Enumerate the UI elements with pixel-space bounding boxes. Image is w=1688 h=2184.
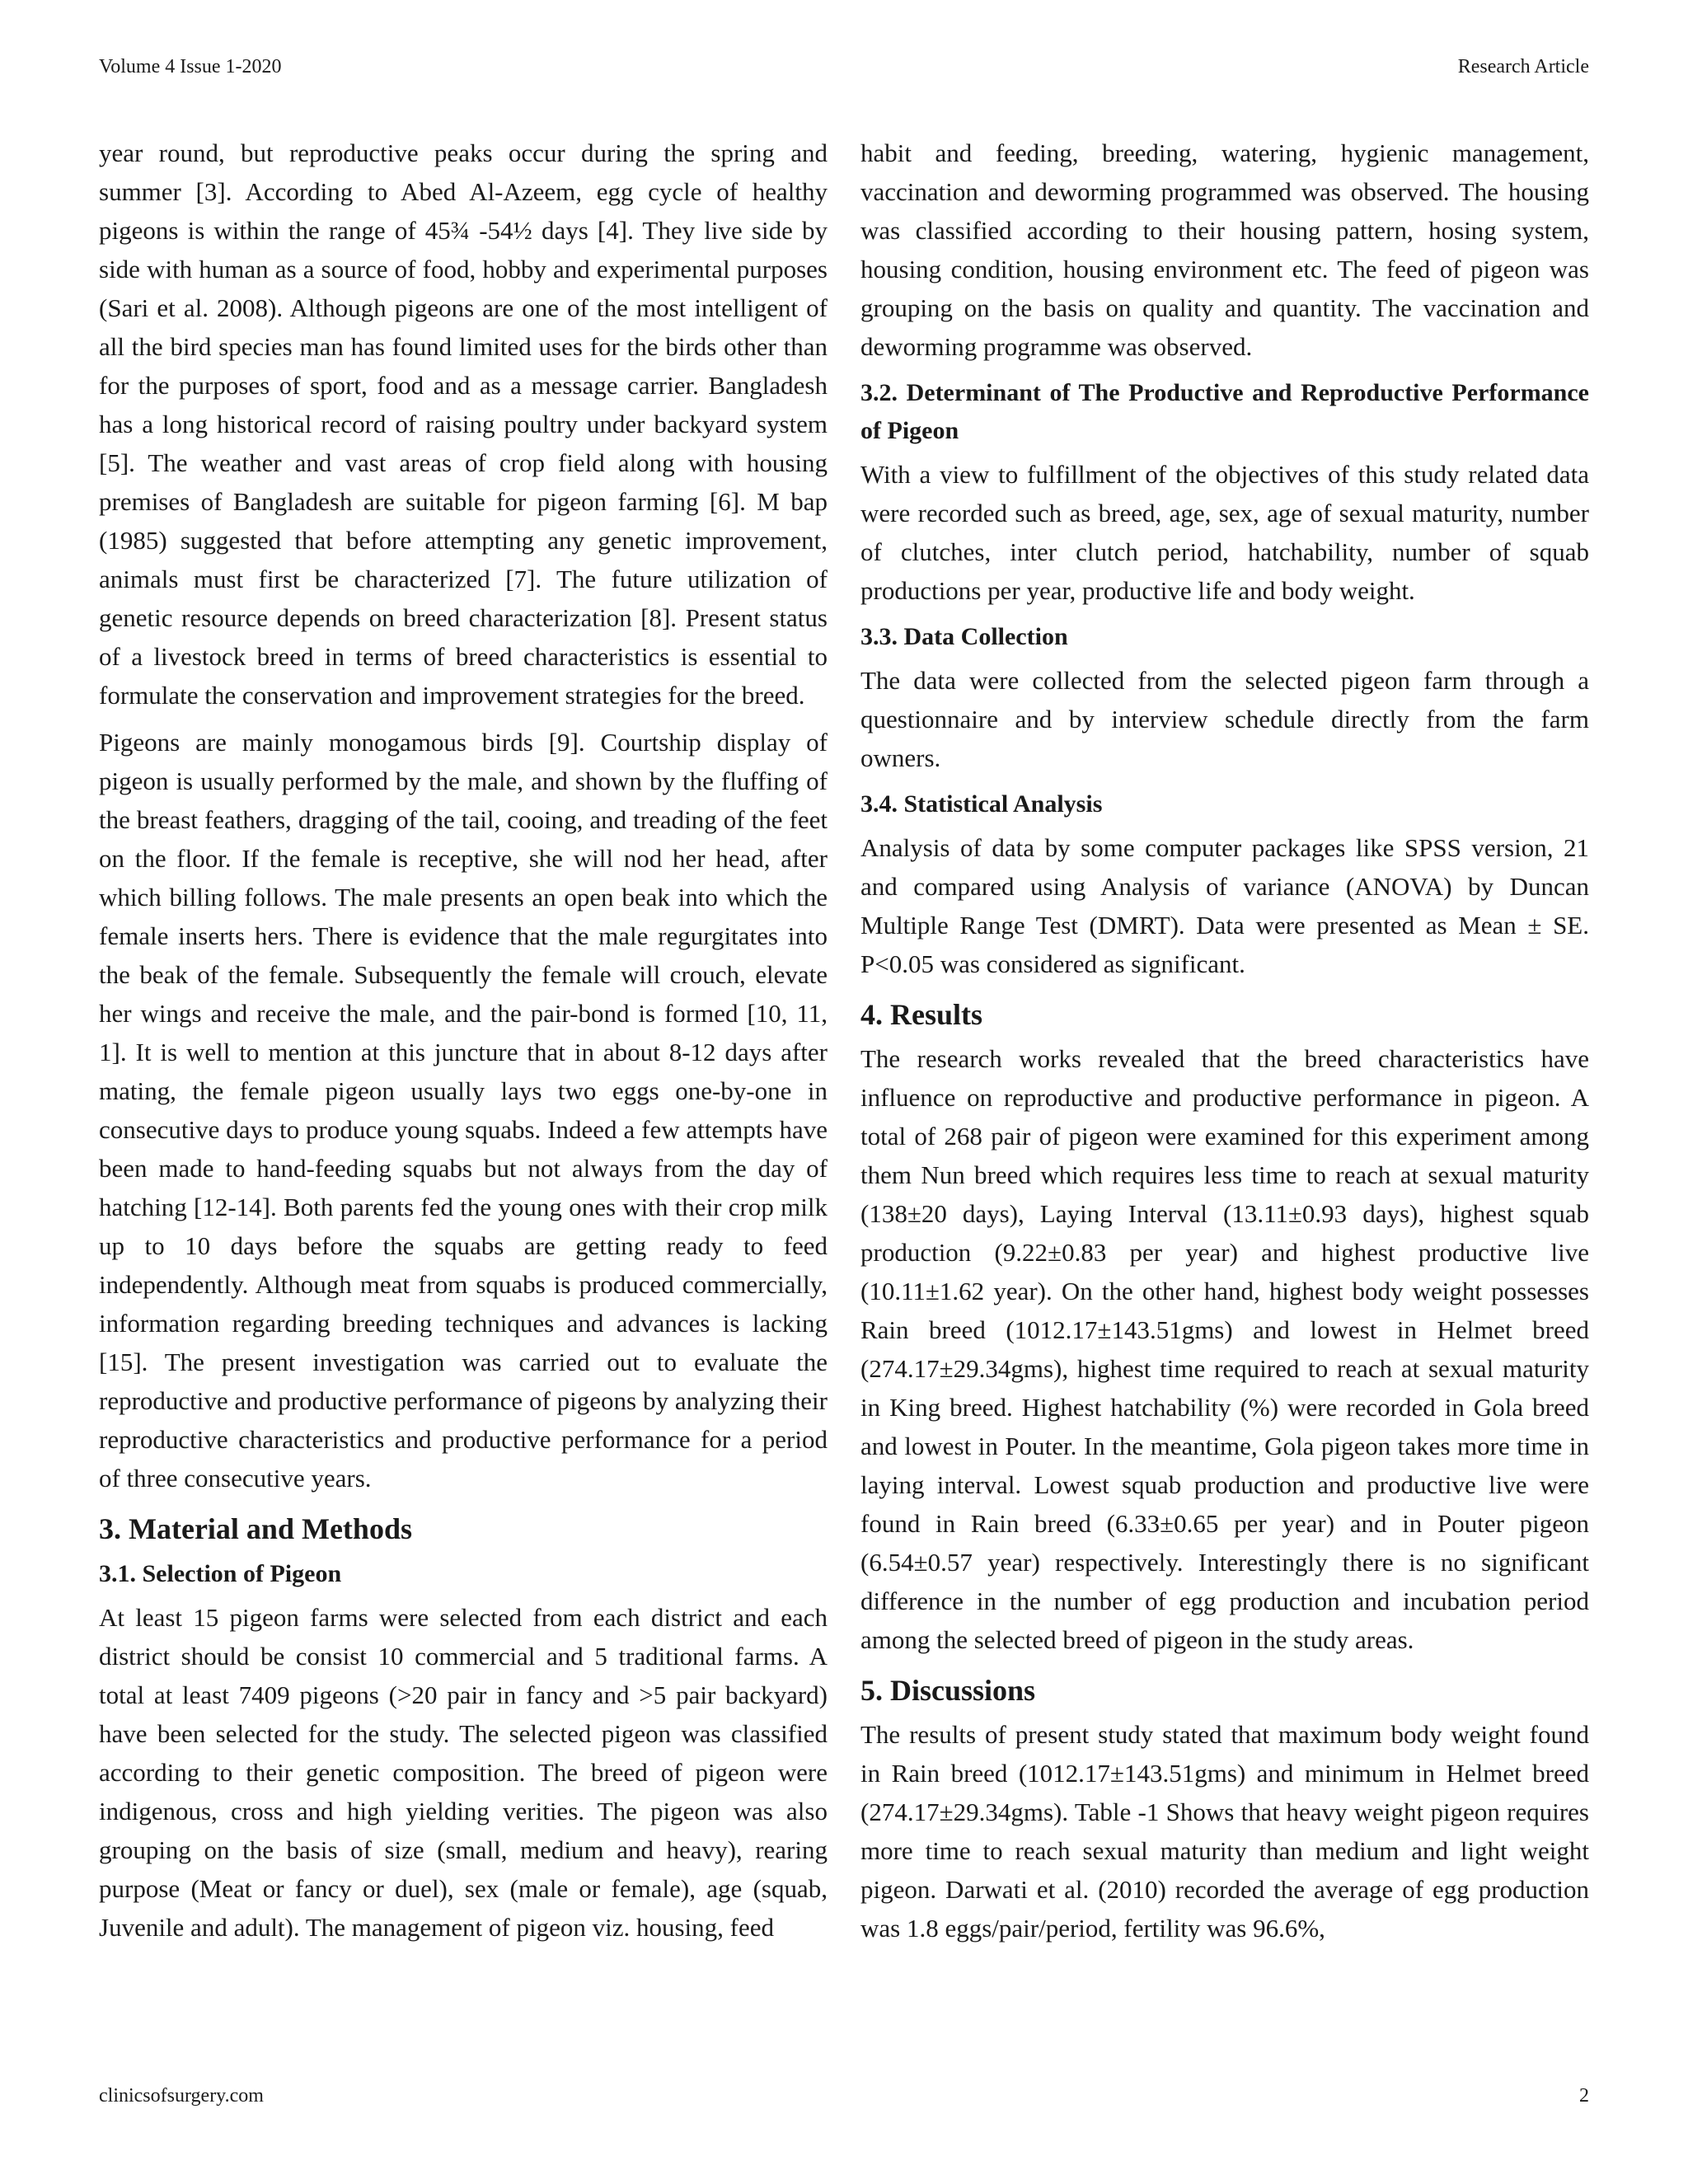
heading-selection-of-pigeon: 3.1. Selection of Pigeon	[99, 1560, 342, 1587]
paragraph-management: habit and feeding, breeding, watering, hygienic management, vaccination and deworming programmed was observed. The housing was classified according to their housing pattern, hosing system, housing condition, housing environment etc. The feed of pigeon was grouping on the basis on quality and quantity. The vaccination and deworming programme was observed.	[860, 138, 1589, 361]
left-column	[99, 134, 828, 1955]
paragraph-selection: At least 15 pigeon farms were selected from each district and each district should be consist 10 commercial and 5 traditional farms. A total at least 7409 pigeons (>20 pair in fancy and >5 pair backyard) have been selected for the study. The selected pigeon was classified according to their genetic composition. The breed of pigeon were indigenous, cross and high yielding verities. The pigeon was also grouping on the basis of size (small, medium and heavy), rearing purpose (Meat or fancy or duel), sex (male or female), age (squab, Juvenile and adult). The management of pigeon viz. housing, feed	[99, 1603, 828, 1942]
paragraph-discussions: The results of present study stated that maximum body weight found in Rain breed (1012.17±143.51gms) and minimum in Helmet breed (274.17±29.34gms). Table -1 Shows that heavy weight pigeon requires more time to reach sexual maturity than medium and light weight pigeon. Darwati et al. (2010) recorded the average of egg production was 1.8 eggs/pair/period, fertility was 96.6%,	[860, 1720, 1589, 1943]
heading-statistical-analysis: 3.4. Statistical Analysis	[860, 790, 1103, 818]
paragraph-determinant: With a view to fulfillment of the objectives of this study related data were recorded such as breed, age, sex, age of sexual maturity, number of clutches, inter clutch period, hatchability, number of squab productions per year, productive life and body weight.	[860, 460, 1589, 605]
heading-data-collection: 3.3. Data Collection	[860, 623, 1068, 650]
heading-material-methods: 3. Material and Methods	[99, 1512, 412, 1545]
paragraph-courtship: Pigeons are mainly monogamous birds [9]. Courtship display of pigeon is usually performed by the male, and shown by the fluffing of the breast feathers, dragging of the tail, cooing, and treading of the feet on the floor. If the female is receptive, she will nod her head, after which billing follows. The male presents an open beak into which the female inserts hers. There is evidence that the male regurgitates into the beak of the female. Subsequently the female will crouch, elevate her wings and receive the male, and the pair-bond is formed [10, 11, 1]. It is well to mention at this juncture that in about 8-12 days after mating, the female pigeon usually lays two eggs one-by-one in consecutive days to produce young squabs. Indeed a few attempts have been made to hand-feeding squabs but not always from the day of hatching [12-14]. Both parents fed the young ones with their crop milk up to 10 days before the squabs are getting ready to feed independently. Although meat from squabs is produced commercially, information regarding breeding techniques and advances is lacking [15]. The present investigation was carried out to evaluate the reproductive and productive performance of pigeons by analyzing their reproductive characteristics and productive performance for a period of three consecutive years.	[99, 728, 828, 1493]
heading-determinant: 3.2. Determinant of The Productive and Reproductive Performance of Pigeon	[860, 379, 1589, 444]
running-head-article-type: Research Article	[1457, 56, 1589, 77]
paragraph-statistical-analysis: Analysis of data by some computer packages like SPSS version, 21 and compared using Analysis of variance (ANOVA) by Duncan Multiple Range Test (DMRT). Data were presented as Mean ± SE. P<0.05 was considered as significant.	[860, 833, 1589, 978]
footer-site: clinicsofsurgery.com	[99, 2085, 264, 2107]
running-head-volume: Volume 4 Issue 1-2020	[99, 56, 282, 77]
paragraph-data-collection: The data were collected from the selected pigeon farm through a questionnaire and by interview schedule directly from the farm owners.	[860, 666, 1589, 772]
right-column	[860, 134, 1589, 1956]
paragraph-results: The research works revealed that the breed characteristics have influence on reproductive and productive performance in pigeon. A total of 268 pair of pigeon were examined for this experiment among them Nun breed which requires less time to reach at sexual maturity (138±20 days), Laying Interval (13.11±0.93 days), highest squab production (9.22±0.83 per year) and highest productive live (10.11±1.62 year). On the other hand, highest body weight possesses Rain breed (1012.17±143.51gms) and lowest in Helmet breed (274.17±29.34gms), highest time required to reach at sexual maturity in King breed. Highest hatchability (%) were recorded in Gola breed and lowest in Pouter. In the meantime, Gola pigeon takes more time in laying interval. Lowest squab production and productive live were found in Rain breed (6.33±0.65 per year) and in Pouter pigeon (6.54±0.57 year) respectively. Interestingly there is no significant difference in the number of egg production and incubation period among the selected breed of pigeon in the study areas.	[860, 1044, 1589, 1654]
heading-discussions: 5. Discussions	[860, 1674, 1036, 1707]
heading-results: 4. Results	[860, 998, 983, 1031]
page-number: 2	[1579, 2085, 1589, 2107]
paragraph-intro-continued: year round, but reproductive peaks occur during the spring and summer [3]. According to Abed Al-Azeem, egg cycle of healthy pigeons is within the range of 45¾ -54½ days [4]. They live side by side with human as a source of food, hobby and experimental purposes (Sari et al. 2008). Although pigeons are one of the most intelligent of all the bird species man has found limited uses for the birds other than for the purposes of sport, food and as a message carrier. Bangladesh has a long historical record of raising poultry under backyard system [5]. The weather and vast areas of crop field along with housing premises of Bangladesh are suitable for pigeon farming [6]. M bap (1985) suggested that before attempting any genetic improvement, animals must first be characterized [7]. The future utilization of genetic resource depends on breed characterization [8]. Present status of a livestock breed in terms of breed characteristics is essential to formulate the conservation and improvement strategies for the breed.	[99, 138, 828, 710]
